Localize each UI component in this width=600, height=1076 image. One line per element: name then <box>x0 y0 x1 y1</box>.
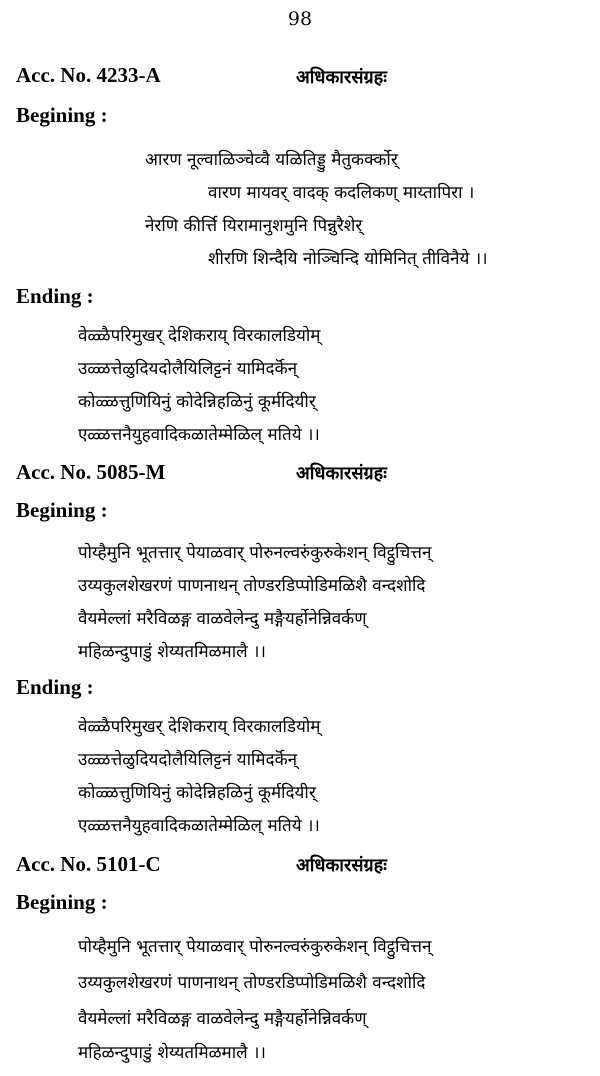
accession-number: Acc. No. 5101-C <box>16 852 161 876</box>
accession-number: Acc. No. 4233-A <box>16 63 161 87</box>
verse-line: उळ्ळत्तेळुदियदोलैयिलिट्टनं यामिदर्कॆन् <box>78 359 298 379</box>
beginning-label: Begining : <box>16 498 108 522</box>
verse-line: वेळ्ळैपरिमुखर् देशिकराय् विरकालडियोम् <box>78 717 321 737</box>
section-title: अधिकारसंग्रहः <box>296 67 387 88</box>
beginning-label: Begining : <box>16 890 108 914</box>
verse-line: एळ्ळत्तनैयुहवादिकळातेम्मेळिल् मतिये ।। <box>78 816 320 836</box>
page-number: 98 <box>287 8 313 30</box>
verse-line: महिळन्दुपाडुं शेय्यतमिळमालै ।। <box>78 1043 266 1063</box>
verse-line: शीरणि शिन्दैयि नोञ्चिन्दि योमिनित् तीविनैये ।। <box>208 249 488 269</box>
verse-line: वैयमेल्लां मरैविळङ्ग वाळवेलेन्दु मङ्गैयर्होनेन्निवर्कण् <box>78 1009 367 1029</box>
verse-line: महिळन्दुपाडुं शेय्यतमिळमालै ।। <box>78 642 266 662</box>
beginning-label: Begining : <box>16 103 108 127</box>
verse-line: पोय्हैमुनि भूतत्तार् पेयाळवार् पोरुनल्वरुंकुरुकेशन् विट्ठुचित्तन् <box>78 543 432 563</box>
verse-line: नेरणि कीर्त्ति यिरामानुशमुनि पिन्नुरैशेर् <box>145 216 363 236</box>
ending-label: Ending : <box>16 675 94 699</box>
accession-number: Acc. No. 5085-M <box>16 460 166 484</box>
section-title: अधिकारसंग्रहः <box>296 855 387 876</box>
verse-line: वेळ्ळैपरिमुखर् देशिकराय् विरकालडियोम् <box>78 326 321 346</box>
verse-line: एळ्ळत्तनैयुहवादिकळातेम्मेळिल् मतिये ।। <box>78 425 320 445</box>
section-title: अधिकारसंग्रहः <box>296 463 387 484</box>
verse-line: उळ्ळत्तेळुदियदोलैयिलिट्टनं यामिदर्कॆन् <box>78 750 298 770</box>
verse-line: कोळ्ळत्तुणियिनुं कोदेन्निहळिनुं कूर्मदियीर् <box>78 783 316 803</box>
verse-line: आरण नूल्वाळिञ्चेव्वै यळितिड्डु मैतुकर्क्कोर् <box>145 150 398 170</box>
verse-line: वैयमेल्लां मरैविळङ्ग वाळवेलेन्दु मङ्गैयर्होनेन्निवर्कण् <box>78 609 367 629</box>
verse-line: पोय्हैमुनि भूतत्तार् पेयाळवार् पोरुनल्वरुंकुरुकेशन् विट्ठुचित्तन् <box>78 937 432 957</box>
verse-line: वारण मायवर् वादक् कदलिकण् माय्तापिरा । <box>208 183 475 203</box>
ending-label: Ending : <box>16 284 94 308</box>
verse-line: उय्यकुलशेखरणं पाणनाथन् तोण्डरडिप्पोडिमळिशै वन्दशोदि <box>78 973 426 993</box>
verse-line: कोळ्ळत्तुणियिनुं कोदेन्निहळिनुं कूर्मदियीर् <box>78 392 316 412</box>
verse-line: उय्यकुलशेखरणं पाणनाथन् तोण्डरडिप्पोडिमळिशै वन्दशोदि <box>78 576 426 596</box>
